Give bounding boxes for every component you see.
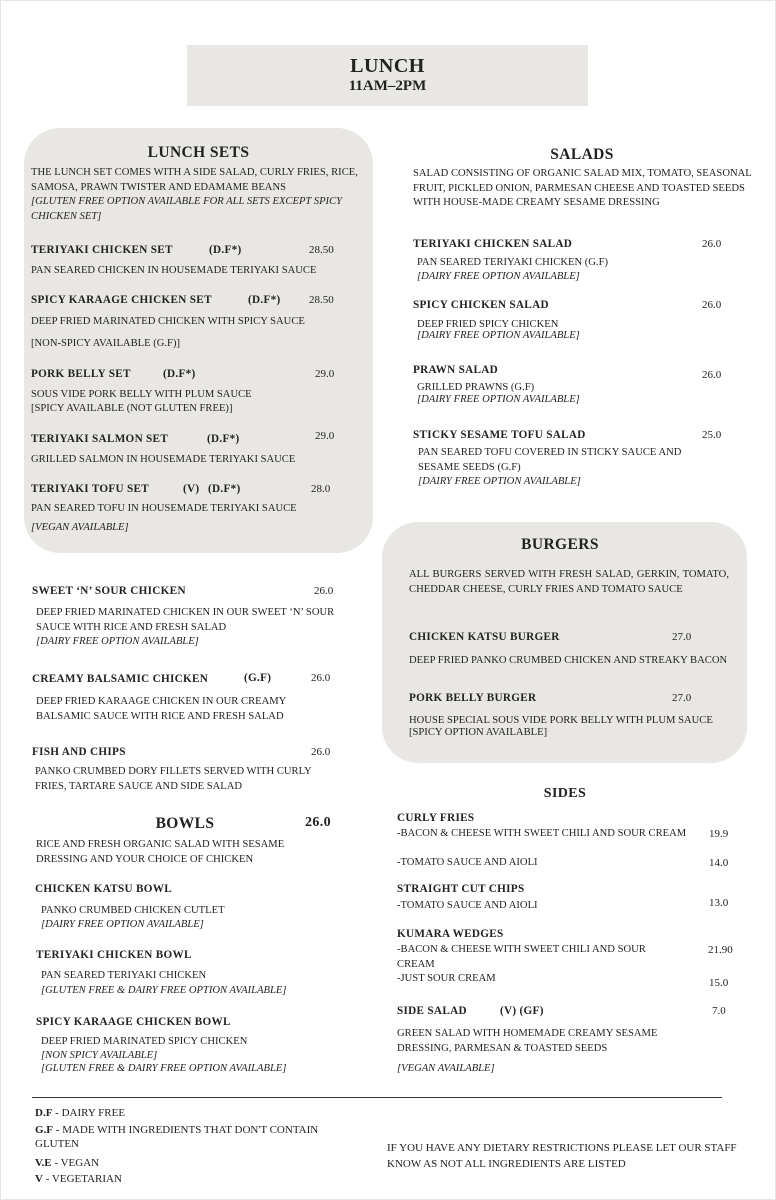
menu-item-price: 26.0: [702, 238, 722, 250]
menu-item-note: [SPICY AVAILABLE (NOT GLUTEN FREE)]: [31, 403, 233, 414]
menu-item-tag: (D.F*): [163, 368, 196, 380]
menu-item-note: [GLUTEN FREE & DAIRY FREE OPTION AVAILABLE]: [41, 1063, 287, 1074]
menu-item-name: SPICY KARAAGE CHICKEN SET: [31, 294, 212, 306]
menu-item-tag: (G.F): [244, 672, 272, 684]
menu-item-price: 26.0: [702, 369, 722, 381]
menu-item-name: CURLY FRIES: [397, 812, 475, 824]
menu-item-name: TERIYAKI CHICKEN BOWL: [36, 949, 192, 961]
menu-item-name: SPICY CHICKEN SALAD: [413, 299, 549, 311]
dietary-restrictions-note: IF YOU HAVE ANY DIETARY RESTRICTIONS PLEASE LET OUR STAFF KNOW AS NOT ALL INGREDIENTS ARE LISTED: [387, 1142, 737, 1170]
menu-item-desc: DEEP FRIED PANKO CRUMBED CHICKEN AND STREAKY BACON: [409, 655, 728, 666]
bowls-intro: RICE AND FRESH ORGANIC SALAD WITH SESAME DRESSING AND YOUR CHOICE OF CHICKEN: [36, 839, 285, 865]
menu-item-note: [DAIRY FREE OPTION AVAILABLE]: [41, 919, 204, 930]
menu-item-price: 29.0: [315, 430, 335, 442]
menu-item-name: SWEET ‘N’ SOUR CHICKEN: [32, 585, 186, 597]
salads-title: SALADS: [550, 146, 614, 163]
legend-ve: V.E - VEGAN: [35, 1157, 100, 1169]
menu-item-price: 13.0: [709, 897, 729, 909]
menu-item-desc: PAN SEARED TERIYAKI CHICKEN: [41, 970, 207, 981]
menu-item-name: CHICKEN KATSU BURGER: [409, 631, 560, 643]
menu-item-tag: (D.F*): [248, 294, 281, 306]
menu-item-name: SPICY KARAAGE CHICKEN BOWL: [36, 1016, 231, 1028]
menu-item-note: [NON SPICY AVAILABLE]: [41, 1050, 158, 1061]
bowls-title: BOWLS: [155, 815, 215, 832]
menu-item-name: KUMARA WEDGES: [397, 928, 504, 940]
menu-item-price: 28.50: [309, 244, 334, 256]
legend-v: V - VEGETARIAN: [35, 1173, 122, 1185]
menu-item-price: 26.0: [702, 299, 722, 311]
menu-item-desc: PAN SEARED CHICKEN IN HOUSEMADE TERIYAKI SAUCE: [31, 265, 317, 276]
menu-item-price: 26.0: [311, 746, 331, 758]
menu-item-desc: PAN SEARED TERIYAKI CHICKEN (G.F): [417, 257, 608, 268]
menu-item-tag: (D.F*): [207, 433, 240, 445]
menu-item-price: 25.0: [702, 429, 722, 441]
menu-item-price: 26.0: [314, 585, 334, 597]
menu-item-desc: PANKO CRUMBED CHICKEN CUTLET: [41, 905, 225, 916]
menu-item-desc: PAN SEARED TOFU IN HOUSEMADE TERIYAKI SAUCE: [31, 503, 297, 514]
menu-item-option: -JUST SOUR CREAM: [397, 973, 496, 984]
legend-df: D.F - DAIRY FREE: [35, 1107, 126, 1119]
menu-header: [187, 45, 588, 106]
menu-item-name: SIDE SALAD: [397, 1005, 467, 1017]
menu-item-tag: (D.F*): [208, 483, 241, 495]
menu-item-price: 19.9: [709, 828, 729, 840]
menu-item-desc: DEEP FRIED MARINATED CHICKEN IN OUR SWEET ‘N’ SOUR SAUCE WITH RICE AND FRESH SALAD: [36, 607, 335, 633]
bowls-price: 26.0: [304, 815, 332, 830]
footer-divider: [32, 1097, 722, 1098]
menu-item-name: STICKY SESAME TOFU SALAD: [413, 429, 586, 441]
menu-item-desc: GREEN SALAD WITH HOMEMADE CREAMY SESAME DRESSING, PARMESAN & TOASTED SEEDS: [397, 1028, 658, 1054]
menu-item-desc: GRILLED SALMON IN HOUSEMADE TERIYAKI SAUCE: [31, 454, 296, 465]
legend-gf: G.F - MADE WITH INGREDIENTS THAT DON'T CONTAIN GLUTEN: [35, 1124, 319, 1150]
menu-item-name: TERIYAKI SALMON SET: [31, 433, 169, 445]
menu-item-price: 14.0: [709, 857, 729, 869]
menu-item-option: -BACON & CHEESE WITH SWEET CHILI AND SOUR CREAM: [397, 944, 646, 970]
menu-item-price: 28.0: [311, 483, 331, 495]
lunch-sets-intro: THE LUNCH SET COMES WITH A SIDE SALAD, CURLY FRIES, RICE, SAMOSA, PRAWN TWISTER AND EDAMAME BEANS: [31, 167, 358, 193]
menu-item-name: CREAMY BALSAMIC CHICKEN: [32, 673, 209, 685]
menu-item-option: -BACON & CHEESE WITH SWEET CHILI AND SOUR CREAM: [397, 828, 687, 839]
menu-item-tag: (V) (GF): [500, 1005, 544, 1017]
menu-item-desc: DEEP FRIED MARINATED SPICY CHICKEN: [41, 1036, 248, 1047]
menu-item-note: [DAIRY FREE OPTION AVAILABLE]: [417, 330, 580, 341]
menu-item-note: [NON-SPICY AVAILABLE (G.F)]: [31, 338, 181, 349]
menu-item-name: PRAWN SALAD: [413, 364, 499, 376]
menu-item-note: [SPICY OPTION AVAILABLE]: [409, 727, 548, 738]
dietary-legend: [35, 1106, 335, 1186]
menu-hours: 11AM–2PM: [348, 78, 427, 94]
menu-item-name: TERIYAKI CHICKEN SET: [31, 244, 173, 256]
lunch-sets-title: LUNCH SETS: [147, 144, 250, 161]
sides-title: SIDES: [543, 786, 587, 801]
menu-item-option: -TOMATO SAUCE AND AIOLI: [397, 900, 538, 911]
menu-item-price: 28.50: [309, 294, 334, 306]
menu-item-name: CHICKEN KATSU BOWL: [35, 883, 172, 895]
menu-item-desc: DEEP FRIED MARINATED CHICKEN WITH SPICY SAUCE: [31, 316, 305, 327]
menu-item-name: STRAIGHT CUT CHIPS: [397, 883, 525, 895]
menu-item-note: [DAIRY FREE OPTION AVAILABLE]: [417, 394, 580, 405]
menu-item-desc: PAN SEARED TOFU COVERED IN STICKY SAUCE AND SESAME SEEDS (G.F): [418, 447, 682, 473]
menu-item-price: 27.0: [672, 631, 692, 643]
menu-item-name: TERIYAKI TOFU SET: [31, 483, 150, 495]
menu-item-desc: DEEP FRIED KARAAGE CHICKEN IN OUR CREAMY BALSAMIC SAUCE WITH RICE AND FRESH SALAD: [36, 696, 286, 722]
menu-item-note: [DAIRY FREE OPTION AVAILABLE]: [417, 271, 580, 282]
menu-item-tag: (D.F*): [209, 244, 242, 256]
burgers-title: BURGERS: [521, 536, 599, 553]
menu-item-tag: (V): [183, 483, 200, 495]
menu-item-name: TERIYAKI CHICKEN SALAD: [413, 238, 573, 250]
menu-item-desc: SOUS VIDE PORK BELLY WITH PLUM SAUCE: [31, 389, 252, 400]
menu-item-price: 15.0: [709, 977, 729, 989]
menu-item-note: [DAIRY FREE OPTION AVAILABLE]: [418, 476, 581, 487]
burgers-intro: ALL BURGERS SERVED WITH FRESH SALAD, GERKIN, TOMATO, CHEDDAR CHEESE, CURLY FRIES AND TOMATO SAUCE: [409, 569, 729, 595]
menu-item-note: [GLUTEN FREE & DAIRY FREE OPTION AVAILABLE]: [41, 985, 287, 996]
menu-item-name: PORK BELLY SET: [31, 368, 131, 380]
menu-item-desc: DEEP FRIED SPICY CHICKEN: [417, 319, 559, 330]
salads-intro: SALAD CONSISTING OF ORGANIC SALAD MIX, TOMATO, SEASONAL FRUIT, PICKLED ONION, PARMESAN CHEESE AND TOASTED SEEDS WITH HOUSE-MADE CREAMY SESAME DRESSING: [413, 168, 752, 208]
menu-item-note: [VEGAN AVAILABLE]: [31, 522, 129, 533]
menu-item-desc: HOUSE SPECIAL SOUS VIDE PORK BELLY WITH PLUM SAUCE: [409, 715, 713, 726]
menu-item-price: 26.0: [311, 672, 331, 684]
menu-item-price: 7.0: [712, 1005, 726, 1017]
menu-item-price: 29.0: [315, 368, 335, 380]
menu-item-price: 27.0: [672, 692, 692, 704]
menu-item-desc: PANKO CRUMBED DORY FILLETS SERVED WITH CURLY FRIES, TARTARE SAUCE AND SIDE SALAD: [35, 766, 312, 792]
menu-item-note: [DAIRY FREE OPTION AVAILABLE]: [36, 636, 199, 647]
menu-item-name: PORK BELLY BURGER: [409, 692, 537, 704]
menu-item-price: 21.90: [708, 944, 733, 956]
lunch-sets-intro-note: [GLUTEN FREE OPTION AVAILABLE FOR ALL SETS EXCEPT SPICY CHICKEN SET]: [31, 196, 343, 222]
menu-item-note: [VEGAN AVAILABLE]: [397, 1063, 495, 1074]
menu-item-desc: GRILLED PRAWNS (G.F): [417, 382, 535, 393]
menu-item-option: -TOMATO SAUCE AND AIOLI: [397, 857, 538, 868]
menu-title: LUNCH: [350, 55, 425, 77]
menu-item-name: FISH AND CHIPS: [32, 746, 126, 758]
